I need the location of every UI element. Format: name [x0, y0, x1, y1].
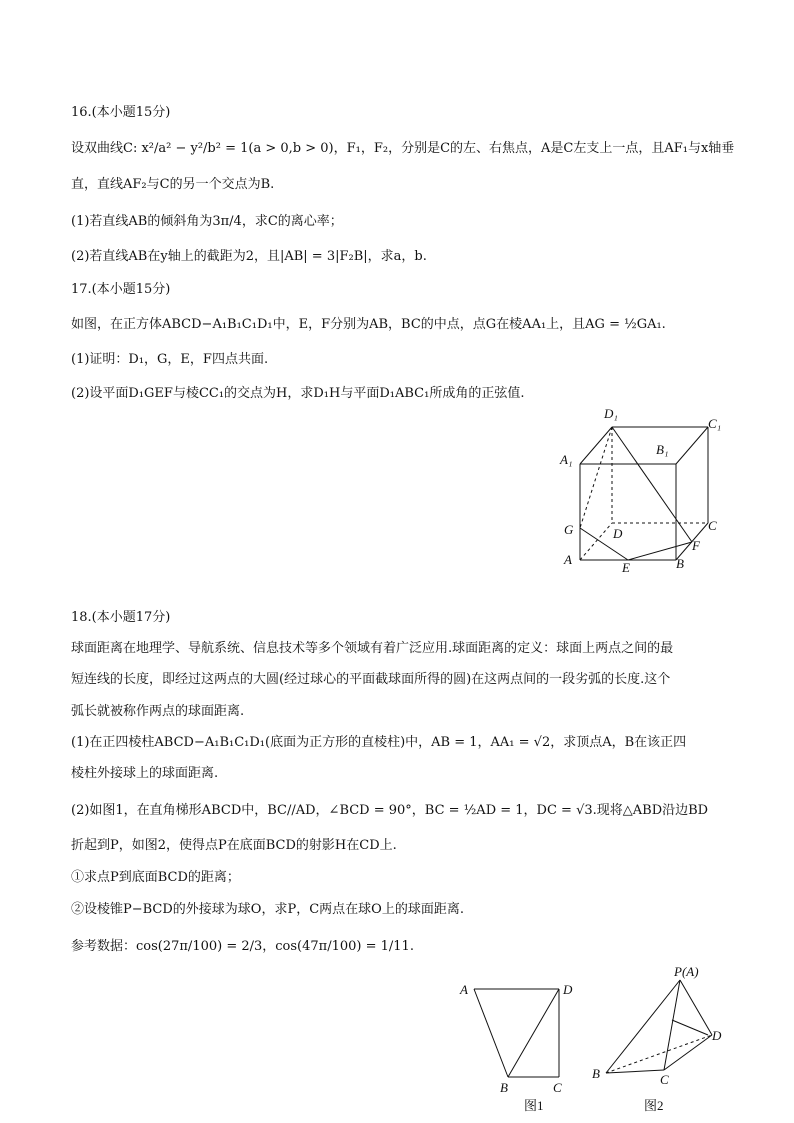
fig2-label-P: P(A) [674, 964, 699, 979]
q16-part1: (1)若直线AB的倾斜角为3π/4，求C的离心率； [71, 214, 343, 229]
q18-sub2: ②设棱锥P−BCD的外接球为球O，求P，C两点在球O上的球面距离. [71, 902, 464, 917]
q18-intro-line3: 弧长就被称作两点的球面距离. [71, 704, 245, 719]
edge-bd-hidden [606, 1035, 712, 1073]
q18-header: 18.(本小题17分) [71, 610, 171, 625]
figure-1-trapezoid [452, 974, 582, 1114]
q18-sub1: ①求点P到底面BCD的距离； [71, 870, 240, 885]
edge-bc [606, 1070, 664, 1073]
q18-part1-line1: (1)在正四棱柱ABCD−A₁B₁C₁D₁(底面为正方形的直棱柱)中，AB = 1，AA₁ = √2，求顶点A，B在该正四 [71, 735, 687, 750]
label-A: A [564, 552, 572, 567]
q16-header: 16.(本小题15分) [71, 105, 171, 120]
q18-part2-line1: (2)如图1，在直角梯形ABCD中，BC//AD，∠BCD = 90°，BC = ½AD = 1，DC = √3.现将△ABD沿边BD [71, 803, 709, 818]
q17-part1: (1)证明：D₁，G，E，F四点共面. [71, 352, 269, 367]
fig2-label-D: D [712, 1028, 722, 1043]
edge-ad-hidden [580, 523, 612, 560]
edge-cd [664, 1035, 712, 1070]
edge-ph-inner [672, 1020, 708, 1035]
q17-stem: 如图，在正方体ABCD−A₁B₁C₁D₁中，E，F分别为AB，BC的中点，点G在棱AA₁上，且AG = ½GA₁. [71, 317, 666, 332]
edge-pd [680, 980, 712, 1035]
edge-pb [606, 980, 680, 1073]
label-C: C [708, 518, 717, 533]
q18-reference-data: 参考数据：cos(27π/100) = 2/3，cos(47π/100) = 1/11. [71, 939, 414, 954]
label-D1: D₁ [604, 406, 618, 421]
line-d1f [612, 427, 692, 542]
fig2-label-C: C [660, 1072, 669, 1087]
cube-figure [552, 402, 732, 577]
q18-part1-line2: 棱柱外接球上的球面距离. [71, 766, 219, 781]
label-E: E [622, 560, 630, 575]
edge-b1c1 [676, 427, 708, 464]
label-F: F [692, 538, 700, 553]
edge-pc [664, 980, 680, 1070]
q18-intro-line2: 短连线的长度，即经过这两点的大圆(经过球心的平面截球面所得的圆)在这两点间的一段劣弧的长度.这个 [71, 672, 671, 687]
label-C1: C₁ [708, 416, 722, 431]
label-B1: B₁ [656, 442, 669, 457]
line-d1g-hidden [580, 427, 612, 528]
label-A1: A₁ [560, 452, 573, 467]
label-D: D [613, 526, 623, 541]
q16-stem-line1: 设双曲线C: x²/a² − y²/b² = 1(a > 0,b > 0)，F₁，F₂，分别是C的左、右焦点，A是C左支上一点，且AF₁与x轴垂 [71, 141, 735, 156]
edge-bd [508, 989, 559, 1077]
q17-header: 17.(本小题15分) [71, 282, 171, 297]
q17-part2: (2)设平面D₁GEF与棱CC₁的交点为H，求D₁H与平面D₁ABC₁所成角的正弦值. [71, 386, 525, 401]
fig1-label-A: A [460, 982, 468, 997]
fig2-label-B: B [592, 1066, 600, 1081]
label-G: G [564, 522, 574, 537]
edge-ab [474, 989, 508, 1077]
q16-stem-line2: 直，直线AF₂与C的另一个交点为B. [71, 177, 275, 192]
fig1-caption: 图1 [524, 1098, 544, 1113]
label-B: B [676, 556, 684, 571]
q18-part2-line2: 折起到P，如图2，使得点P在底面BCD的射影H在CD上. [71, 838, 397, 853]
fig1-label-D: D [563, 982, 573, 997]
fig1-label-C: C [553, 1080, 562, 1095]
fig2-caption: 图2 [644, 1098, 664, 1113]
edge-a1d1 [580, 427, 612, 464]
fig1-label-B: B [500, 1080, 508, 1095]
q18-intro-line1: 球面距离在地理学、导航系统、信息技术等多个领域有着广泛应用.球面距离的定义：球面上两点之间的最 [71, 641, 674, 656]
figure-2-pyramid [588, 960, 738, 1114]
q16-part2: (2)若直线AB在y轴上的截距为2，且|AB| = 3|F₂B|，求a，b. [71, 249, 427, 264]
